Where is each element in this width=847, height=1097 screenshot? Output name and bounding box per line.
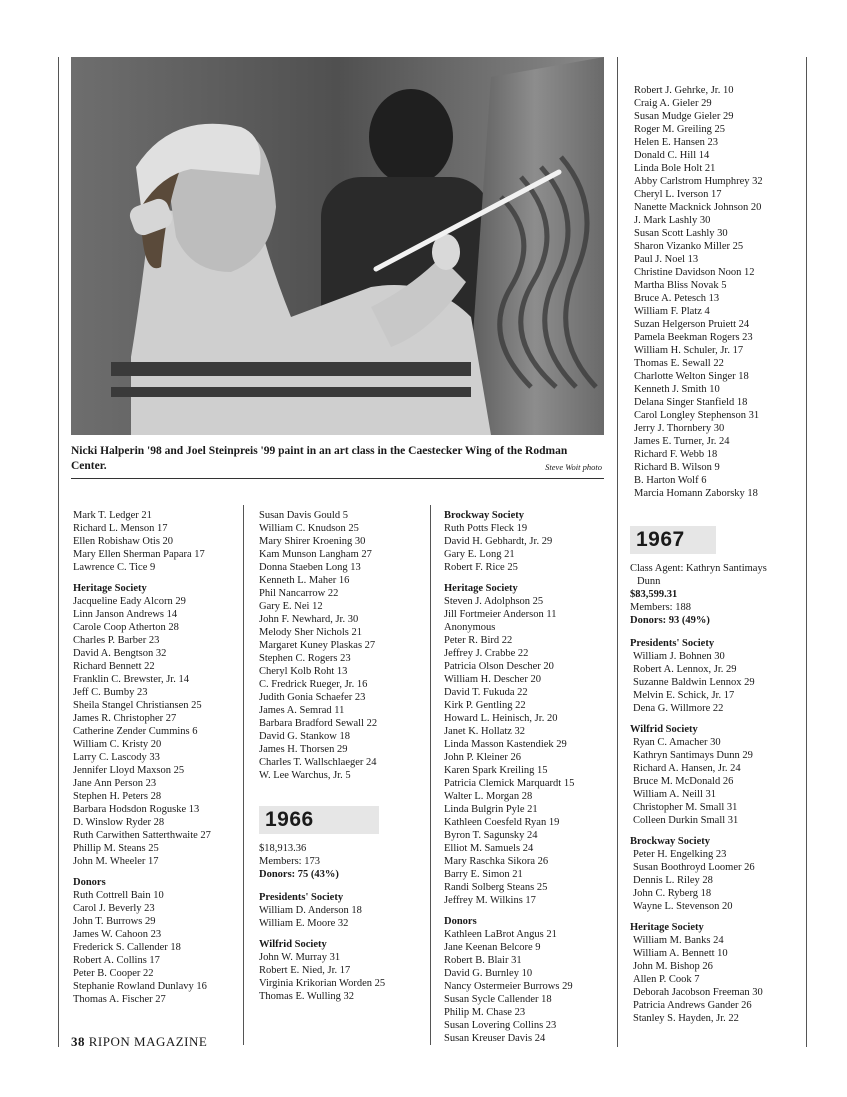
list-item: Susan Davis Gould 5 (259, 510, 348, 521)
list-item: Robert F. Rice 25 (444, 562, 518, 573)
list-item: Ellen Robishaw Otis 20 (73, 536, 174, 547)
list-item: Jeffrey M. Wilkins 17 (444, 895, 536, 906)
list-item: Ryan C. Amacher 30 (633, 737, 721, 748)
class-donors: Donors: 93 (49%) (630, 615, 710, 626)
list-item: William J. Bohnen 30 (633, 651, 725, 662)
name-list (73, 509, 238, 574)
magazine-name: RIPON MAGAZINE (88, 1034, 208, 1049)
list-item: Charles T. Wallschlaeger 24 (259, 757, 377, 768)
list-item: Phil Nancarrow 22 (259, 588, 339, 599)
section-heading: Donors (73, 877, 106, 888)
list-item: Jill Fortmeier Anderson 11 (444, 609, 557, 620)
list-item: Susan Kreuser Davis 24 (444, 1033, 546, 1044)
list-item: John M. Bishop 26 (633, 961, 713, 972)
list-item: Allen P. Cook 7 (633, 974, 700, 985)
list-item: William C. Kristy 20 (73, 739, 162, 750)
list-item: John M. Wheeler 17 (73, 856, 159, 867)
list-item: Susan Lovering Collins 23 (444, 1020, 557, 1031)
column-4-lower (630, 526, 802, 1025)
list-item: Frederick S. Callender 18 (73, 942, 181, 953)
list-item: David T. Fukuda 22 (444, 687, 528, 698)
photo-caption: Nicki Halperin '98 and Joel Steinpreis '99 paint in an art class in the Caestecker Wing of the Rodman Center. (71, 445, 568, 472)
section-heading: Wilfrid Society (630, 724, 698, 735)
list-item: Cheryl L. Iverson 17 (634, 189, 722, 200)
section-heading: Wilfrid Society (259, 939, 327, 950)
list-item: Richard F. Webb 18 (634, 449, 718, 460)
list-item: Gary E. Nei 12 (259, 601, 323, 612)
list-item: Richard B. Wilson 9 (634, 462, 720, 473)
list-item: Robert B. Blair 31 (444, 955, 522, 966)
class-agent: Class Agent: Kathryn Santimays (630, 563, 767, 574)
column-2 (259, 509, 424, 1003)
list-item: Kathleen LaBrot Angus 21 (444, 929, 557, 940)
list-item: Randi Solberg Steans 25 (444, 882, 548, 893)
list-item: James E. Turner, Jr. 24 (634, 436, 730, 447)
list-item: Charlotte Welton Singer 18 (634, 371, 749, 382)
page-footer (71, 1034, 207, 1050)
list-item: James H. Thorsen 29 (259, 744, 348, 755)
class-year-1966: 1966 (259, 806, 379, 834)
name-list (444, 928, 612, 1045)
column-rule-left (58, 57, 59, 1047)
list-item: Kathleen Coesfeld Ryan 19 (444, 817, 560, 828)
class-year-1967: 1967 (630, 526, 716, 554)
list-item: Dennis L. Riley 28 (633, 875, 713, 886)
list-item: Stephen C. Rogers 23 (259, 653, 351, 664)
list-item: Franklin C. Brewster, Jr. 14 (73, 674, 189, 685)
list-item: Robert A. Collins 17 (73, 955, 160, 966)
list-item: William D. Anderson 18 (259, 905, 362, 916)
list-item: Helen E. Hansen 23 (634, 137, 718, 148)
list-item: Larry C. Lascody 33 (73, 752, 160, 763)
list-item: Peter H. Engelking 23 (633, 849, 727, 860)
list-item: Susan Boothroyd Loomer 26 (633, 862, 755, 873)
list-item: John F. Newhard, Jr. 30 (259, 614, 359, 625)
list-item: William A. Bennett 10 (633, 948, 728, 959)
list-item: Craig A. Gieler 29 (634, 98, 712, 109)
list-item: Jerry J. Thornbery 30 (634, 423, 725, 434)
list-item: Delana Singer Stanfield 18 (634, 397, 748, 408)
name-list (630, 848, 802, 913)
list-item: John W. Murray 31 (259, 952, 341, 963)
list-item: Virginia Krikorian Worden 25 (259, 978, 386, 989)
list-item: Ruth Carwithen Satterthwaite 27 (73, 830, 211, 841)
list-item: D. Winslow Ryder 28 (73, 817, 165, 828)
list-item: Stephen H. Peters 28 (73, 791, 162, 802)
list-item: Marcia Homann Zaborsky 18 (634, 488, 758, 499)
list-item: William H. Schuler, Jr. 17 (634, 345, 744, 356)
list-item: Abby Carlstrom Humphrey 32 (634, 176, 763, 187)
list-item: B. Harton Wolf 6 (634, 475, 707, 486)
list-item: Thomas A. Fischer 27 (73, 994, 166, 1005)
section-heading: Donors (444, 916, 477, 927)
list-item: Jennifer Lloyd Maxson 25 (73, 765, 185, 776)
list-item: David G. Burnley 10 (444, 968, 533, 979)
list-item: James W. Cahoon 23 (73, 929, 162, 940)
list-item: Kam Munson Langham 27 (259, 549, 372, 560)
list-item: Sheila Stangel Christiansen 25 (73, 700, 202, 711)
list-item: Richard A. Hansen, Jr. 24 (633, 763, 741, 774)
list-item: Linn Janson Andrews 14 (73, 609, 178, 620)
name-list (444, 522, 612, 574)
list-item: Susan Scott Lashly 30 (634, 228, 728, 239)
list-item: Roger M. Greiling 25 (634, 124, 725, 135)
section-heading: Brockway Society (444, 510, 525, 521)
list-item: Barry E. Simon 21 (444, 869, 523, 880)
list-item: David A. Bengtson 32 (73, 648, 167, 659)
list-item: Carole Coop Atherton 28 (73, 622, 179, 633)
column-3 (444, 509, 612, 1045)
list-item: Patricia Andrews Gander 26 (633, 1000, 752, 1011)
column-rule-right (806, 57, 807, 1047)
list-item: W. Lee Warchus, Jr. 5 (259, 770, 351, 781)
list-item: Margaret Kuney Plaskas 27 (259, 640, 376, 651)
photograph (71, 57, 604, 435)
list-item: Thomas E. Sewall 22 (634, 358, 724, 369)
list-item: William E. Moore 32 (259, 918, 349, 929)
list-item: Mary Ellen Sherman Papara 17 (73, 549, 205, 560)
class-agent-cont: Dunn (637, 576, 661, 587)
list-item: John P. Kleiner 26 (444, 752, 521, 763)
list-item: James A. Semrad 11 (259, 705, 345, 716)
section-heading: Heritage Society (630, 922, 704, 933)
list-item: Byron T. Sagunsky 24 (444, 830, 538, 841)
list-item: Dena G. Willmore 22 (633, 703, 724, 714)
class-members: Members: 173 (259, 856, 320, 867)
section-heading: Presidents' Society (259, 892, 344, 903)
list-item: Melvin E. Schick, Jr. 17 (633, 690, 735, 701)
list-item: Stephanie Rowland Dunlavy 16 (73, 981, 207, 992)
column-4 (634, 84, 802, 500)
list-item: Kenneth J. Smith 10 (634, 384, 720, 395)
name-list (444, 595, 612, 907)
list-item: Kirk P. Gentling 22 (444, 700, 526, 711)
list-item: Judith Gonia Schaefer 23 (259, 692, 366, 703)
list-item: Wayne L. Stevenson 20 (633, 901, 733, 912)
list-item: Kathryn Santimays Dunn 29 (633, 750, 753, 761)
list-item: Pamela Beekman Rogers 23 (634, 332, 753, 343)
list-item: William A. Neill 31 (633, 789, 716, 800)
list-item: Jane Ann Person 23 (73, 778, 157, 789)
list-item: Bruce A. Petesch 13 (634, 293, 720, 304)
list-item: Mary Shirer Kroening 30 (259, 536, 366, 547)
list-item: Cheryl Kolb Roht 13 (259, 666, 348, 677)
list-item: Jeffrey J. Crabbe 22 (444, 648, 529, 659)
list-item: Suzan Helgerson Pruiett 24 (634, 319, 750, 330)
list-item: Linda Bulgrin Pyle 21 (444, 804, 538, 815)
list-item: Charles P. Barber 23 (73, 635, 160, 646)
list-item: Barbara Hodsdon Roguske 13 (73, 804, 200, 815)
list-item: Ruth Cottrell Bain 10 (73, 890, 164, 901)
list-item: Mary Raschka Sikora 26 (444, 856, 549, 867)
name-list (73, 889, 238, 1006)
list-item: Christine Davidson Noon 12 (634, 267, 755, 278)
list-item: William C. Knudson 25 (259, 523, 359, 534)
list-item: Walter L. Morgan 28 (444, 791, 533, 802)
list-item: Christopher M. Small 31 (633, 802, 738, 813)
list-item: Patricia Clemick Marquardt 15 (444, 778, 575, 789)
list-item: Bruce M. McDonald 26 (633, 776, 734, 787)
list-item: John T. Burrows 29 (73, 916, 156, 927)
class-donors: Donors: 75 (43%) (259, 869, 339, 880)
list-item: Lawrence C. Tice 9 (73, 562, 156, 573)
list-item: Elliot M. Samuels 24 (444, 843, 534, 854)
name-list (634, 84, 802, 500)
list-item: Deborah Jacobson Freeman 30 (633, 987, 763, 998)
column-rule-3 (617, 57, 618, 1047)
list-item: Suzanne Baldwin Lennox 29 (633, 677, 755, 688)
list-item: Colleen Durkin Small 31 (633, 815, 739, 826)
list-item: Susan Sycle Callender 18 (444, 994, 552, 1005)
name-list (259, 509, 424, 782)
list-item: Robert E. Nied, Jr. 17 (259, 965, 351, 976)
list-item: Donna Staeben Long 13 (259, 562, 361, 573)
list-item: Gary E. Long 21 (444, 549, 515, 560)
list-item: Janet K. Hollatz 32 (444, 726, 526, 737)
list-item: Steven J. Adolphson 25 (444, 596, 544, 607)
list-item: Susan Mudge Gieler 29 (634, 111, 734, 122)
list-item: William F. Platz 4 (634, 306, 710, 317)
list-item: Howard L. Heinisch, Jr. 20 (444, 713, 558, 724)
column-rule-1 (243, 505, 244, 1045)
list-item: Kenneth L. Maher 16 (259, 575, 350, 586)
list-item: Jane Keenan Belcore 9 (444, 942, 541, 953)
page-number: 38 (71, 1034, 85, 1049)
name-list (259, 951, 424, 1003)
caption-rule (71, 478, 604, 479)
list-item: Philip M. Chase 23 (444, 1007, 526, 1018)
list-item: Linda Bole Holt 21 (634, 163, 716, 174)
photo-credit: Steve Woit photo (545, 462, 602, 472)
name-list (630, 736, 802, 827)
art-class-photo (71, 57, 604, 435)
list-item: John C. Ryberg 18 (633, 888, 712, 899)
list-item: Nanette Macknick Johnson 20 (634, 202, 762, 213)
list-item: Paul J. Noel 13 (634, 254, 699, 265)
name-list (630, 650, 802, 715)
list-item: Donald C. Hill 14 (634, 150, 710, 161)
list-item: Martha Bliss Novak 5 (634, 280, 727, 291)
class-members: Members: 188 (630, 602, 691, 613)
list-item: Peter R. Bird 22 (444, 635, 513, 646)
list-item: Peter B. Cooper 22 (73, 968, 154, 979)
list-item: Mark T. Ledger 21 (73, 510, 152, 521)
list-item: Barbara Bradford Sewall 22 (259, 718, 378, 729)
list-item: Stanley S. Hayden, Jr. 22 (633, 1013, 739, 1024)
section-heading: Brockway Society (630, 836, 711, 847)
list-item: Sharon Vizanko Miller 25 (634, 241, 744, 252)
list-item: James R. Christopher 27 (73, 713, 177, 724)
name-list (630, 934, 802, 1025)
section-heading: Heritage Society (73, 583, 147, 594)
list-item: Linda Masson Kastendiek 29 (444, 739, 567, 750)
list-item: C. Fredrick Rueger, Jr. 16 (259, 679, 368, 690)
list-item: Jeff C. Bumby 23 (73, 687, 148, 698)
list-item: Patricia Olson Descher 20 (444, 661, 554, 672)
list-item: Robert A. Lennox, Jr. 29 (633, 664, 737, 675)
list-item: Karen Spark Kreiling 15 (444, 765, 548, 776)
list-item: Catherine Zender Cummins 6 (73, 726, 198, 737)
list-item: Carol J. Beverly 23 (73, 903, 155, 914)
column-1 (73, 509, 238, 1006)
name-list (259, 904, 424, 930)
list-item: Anonymous (444, 622, 496, 633)
list-item: Richard L. Menson 17 (73, 523, 168, 534)
list-item: David G. Stankow 18 (259, 731, 350, 742)
list-item: Nancy Ostermeier Burrows 29 (444, 981, 573, 992)
class-total: $18,913.36 (259, 843, 307, 854)
list-item: Jacqueline Eady Alcorn 29 (73, 596, 186, 607)
list-item: Richard Bennett 22 (73, 661, 155, 672)
list-item: Melody Sher Nichols 21 (259, 627, 362, 638)
list-item: David H. Gebhardt, Jr. 29 (444, 536, 553, 547)
column-rule-2 (430, 505, 431, 1045)
list-item: Thomas E. Wulling 32 (259, 991, 355, 1002)
list-item: Robert J. Gehrke, Jr. 10 (634, 85, 734, 96)
list-item: Phillip M. Steans 25 (73, 843, 159, 854)
list-item: Carol Longley Stephenson 31 (634, 410, 760, 421)
list-item: J. Mark Lashly 30 (634, 215, 711, 226)
section-heading: Heritage Society (444, 583, 518, 594)
name-list (73, 595, 238, 868)
list-item: William M. Banks 24 (633, 935, 724, 946)
class-total: $83,599.31 (630, 589, 678, 600)
list-item: William H. Descher 20 (444, 674, 541, 685)
list-item: Ruth Potts Fleck 19 (444, 523, 528, 534)
section-heading: Presidents' Society (630, 638, 715, 649)
